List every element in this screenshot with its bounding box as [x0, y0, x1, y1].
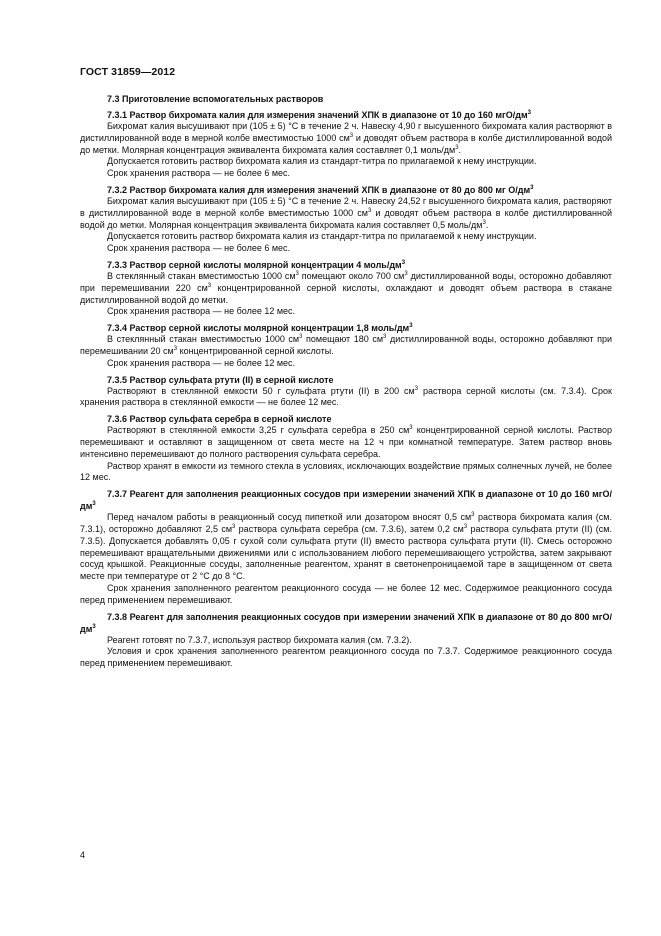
section-heading: 7.3.5 Раствор сульфата ртути (II) в серной кислоте: [107, 374, 334, 385]
paragraph: Реагент готовят по 7.3.7, используя раствор бихромата калия (см. 7.3.2).: [107, 634, 412, 645]
section-heading: 7.3.6 Раствор сульфата серебра в серной кислоте: [107, 414, 332, 425]
page-number: 4: [80, 850, 86, 860]
section-heading: 7.3.4 Раствор серной кислоты молярной концентрации 1,8 моль/$дм^3$: [107, 323, 413, 334]
section-heading: 7.3.2 Раствор бихромата калия для измерения значений ХПК в диапазоне от 80 до 800 мг $О/дм^3$: [107, 184, 534, 195]
paragraph: Растворяют в стеклянной емкости 3,25 г сульфата серебра в 250 $см^3$ концентрированной серной кислоты. Раствор перемешивают и оставляют в защищенном от света месте на 12 ч при комнатной температуре. Затем раствор вновь интенсивно перемешивают до полного растворения сульфата серебра.: [80, 425, 612, 459]
section-heading: 7.3.3 Раствор серной кислоты молярной концентрации 4 моль/$дм^3$: [107, 259, 406, 270]
section-heading: 7.3.1 Раствор бихромата калия для измерения значений ХПК в диапазоне от 10 до 160 мгО/$дм^3$: [107, 110, 531, 120]
document-body: [80, 93, 612, 670]
paragraph: В стеклянный стакан вместимостью 1000 $см^3$ помещают около 700 $см^3$ дистиллированной воды, осторожно добавляют при перемешивании 220 $см^3$ концентрированной серной кислоты, охлаждают и доводят объем раствора в стакане дистиллированной водой до метки.: [80, 270, 613, 305]
section-heading: 7.3.8 Реагент для заполнения реакционных сосудов при измерении значений ХПК в диапазоне от 80 до 800 мгО/$дм^3$: [80, 611, 612, 634]
paragraph: Допускается готовить раствор бихромата калия из стандарт-титра по прилагаемой к нему инструкции.: [107, 231, 537, 242]
paragraph: Срок хранения раствора — не более 12 мес.: [107, 306, 296, 317]
paragraph: Бихромат калия высушивают при (105 ± 5) °С в течение 2 ч. Навеску 4,90 г высушенного бихромата калия растворяют в дистиллированной воде в мерной колбе вместимостью 1000 $см^3$ и доводят объем раствора в колбе дистиллированной водой до метки. Молярная концентрация эквивалента бихромата калия составляет 0,1 моль/$дм^3$.: [80, 121, 612, 155]
paragraph: Срок хранения раствора — не более 6 мес.: [107, 243, 291, 254]
paragraph: Условия и срок хранения заполненного реагентом реакционного сосуда по 7.3.7. Содержимое реакционного сосуда перед применением перемешивают.: [80, 646, 612, 669]
section-heading: 7.3.7 Реагент для заполнения реакционных сосудов при измерении значений ХПК в диапазоне от 10 до 160 мгО/$дм^3$: [80, 489, 612, 512]
paragraph: Срок хранения заполненного реагентом реакционного сосуда — не более 12 мес. Содержимое реакционного сосуда перед применением перемешивают.: [80, 582, 612, 605]
paragraph: Срок хранения раствора — не более 6 мес.: [107, 168, 291, 179]
paragraph: Бихромат калия высушивают при (105 ± 5) °С в течение 2 ч. Навеску 24,52 г высушенного бихромата калия, растворяют в дистиллированной воде в мерной колбе вместимостью 1000 $см^3$ и доводят объем раствора в колбе дистиллированной водой до метки. Молярная концентрация эквивалента бихромата калия составляет 0,5 моль/$дм^3$.: [80, 195, 612, 230]
paragraph: В стеклянный стакан вместимостью 1000 $см^3$ помещают 180 $см^3$ дистиллированной воды, осторожно добавляют при перемешивании 20 $см^3$ концентрированной серной кислоты.: [80, 334, 612, 356]
paragraph: Растворяют в стеклянной емкости 50 г сульфата ртути (II) в 200 $см^3$ раствора серной кислоты (см. 7.3.4). Срок хранения раствора в стеклянной емкости — не более 12 мес.: [80, 385, 612, 408]
paragraph: Срок хранения раствора — не более 12 мес.: [107, 357, 296, 368]
document-header: ГОСТ 31859—2012: [80, 66, 176, 78]
paragraph: Раствор хранят в емкости из темного стекла в условиях, исключающих воздействие прямых солнечных лучей, не более 12 мес.: [80, 460, 612, 483]
paragraph: Допускается готовить раствор бихромата калия из стандарт-титра по прилагаемой к нему инструкции.: [107, 156, 537, 167]
section-heading: 7.3 Приготовление вспомогательных растворов: [107, 94, 324, 104]
paragraph: Перед началом работы в реакционный сосуд пипеткой или дозатором вносят 0,5 $см^3$ раствора бихромата калия (см. 7.3.1), осторожно добавляют 2,5 $см^3$ раствора сульфата серебра (см. 7.3.6), затем 0,2 $см^3$ раствора сульфата ртути (II) (см. 7.3.5). Допускается добавлять 0,05 г сухой соли сульфата ртути (II) вместо раствора сульфата ртути (II). Смесь осторожно перемешивают вращательными движениями или с использованием любого перемешивающего устройства, затем закрывают сосуд крышкой. Реакционные сосуды, заполненные реагентом, хранят в светонепроницаемой таре в защищенном от света месте при температуре от 2 °С до 8 °С.: [80, 512, 612, 582]
